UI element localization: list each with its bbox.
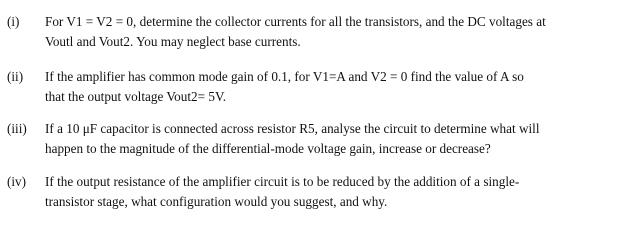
- question-text-line: If a 10 μF capacitor is connected across resistor R5, analyse the circuit to determine what will: [45, 121, 540, 136]
- question-text-line: happen to the magnitude of the differential-mode voltage gain, increase or decrease?: [45, 141, 491, 156]
- question-text-line: transistor stage, what configuration would you suggest, and why.: [45, 194, 388, 209]
- question-text-line: If the output resistance of the amplifier circuit is to be reduced by the addition of a single-: [45, 174, 520, 189]
- question-number: (iv): [7, 174, 27, 189]
- question-text-line: If the amplifier has common mode gain of 0.1, for V1=A and V2 = 0 find the value of A so: [45, 69, 524, 84]
- question-number: (iii): [7, 121, 27, 136]
- question-text-line: For V1 = V2 = 0, determine the collector currents for all the transistors, and the DC voltages at: [45, 14, 546, 29]
- question-number: (ii): [7, 69, 24, 84]
- question-number: (i): [7, 14, 20, 29]
- question-text-line: Voutl and Vout2. You may neglect base currents.: [45, 34, 301, 49]
- question-text-line: that the output voltage Vout2= 5V.: [45, 89, 227, 104]
